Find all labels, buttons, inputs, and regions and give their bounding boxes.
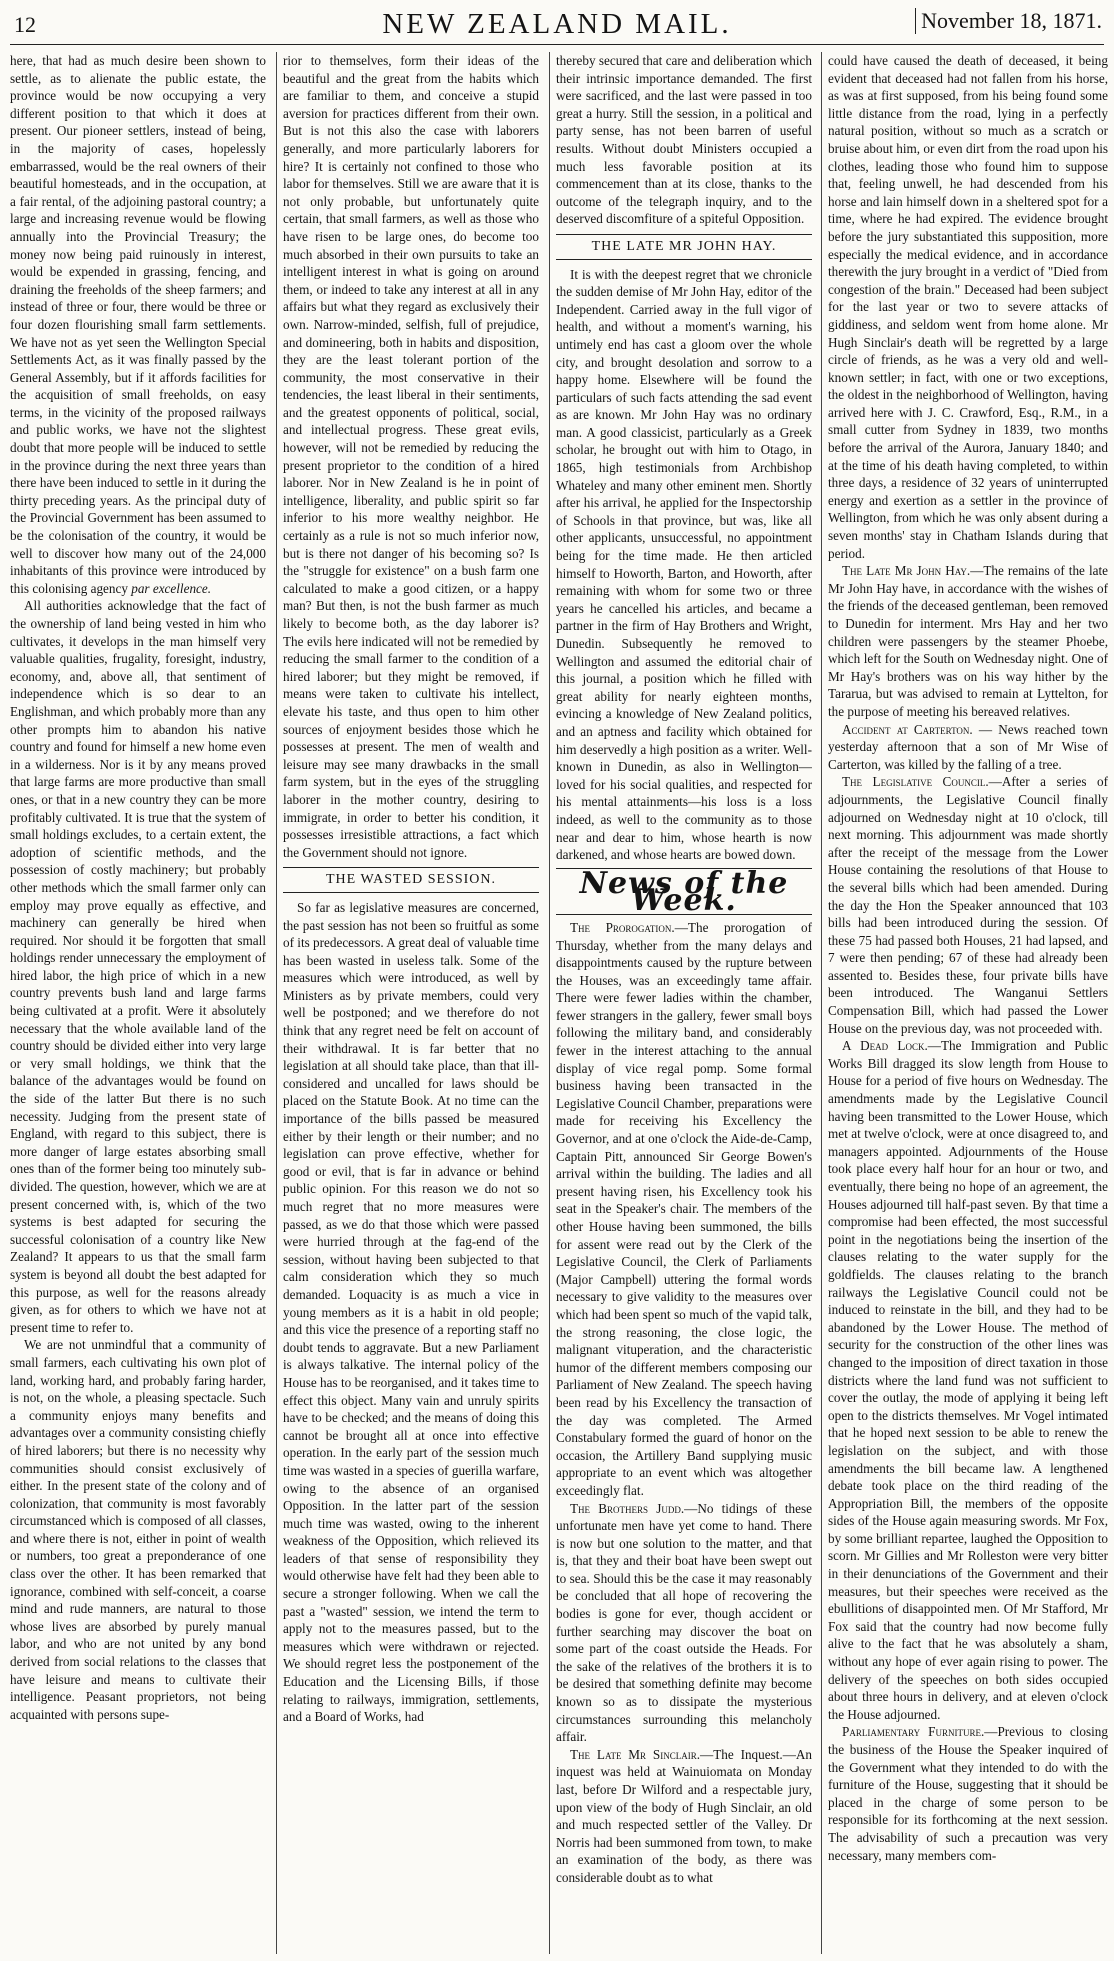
page-header	[0, 0, 1114, 46]
italic-phrase: par excellence.	[131, 580, 212, 596]
news-item-text: —No tidings of these unfortunate men have yet come to hand. There is now but one solution to the matter, and that is, that they and their boat have been swept out to sea. Should this be the case it may reasonably be concluded that all hope of recovering the bodies is gone for ever, though accident or further searching may discover the boat on some part of the coast outside the Heads. For the sake of the relatives of the brothers it is to be desired that something definite may become known so as to dissipate the mysterious circumstances surrounding this melancholy affair.	[556, 1500, 812, 1745]
news-item-lead: The Brothers Judd.	[570, 1500, 685, 1516]
news-item	[556, 1746, 812, 1887]
paragraph: All authorities acknowledge that the fact of the ownership of land being vested in him who cultivates, it develops in the man himself very valuable qualities, frugality, foresight, industry, economy, and, above all, that sentiment of independence which is so dear to an Englishman, and which probably more than any other prompts him to abandon his native country and found for himself a new home even in a wilderness. Nor is it by any means proved that large farms are more productive than small ones, or that in a new country they can be more profitably cultivated. It is true that the system of small holdings excludes, to a certain extent, the adoption of scientific methods, and the possession of costly machinery; but probably other methods which the small farmer only can employ may prove equally as effective, and machinery can generally be hired when required. Nor should it be forgotten that small holdings render unnecessary the employment of hired labor, the high price of which in a new country prevents bush land and large farms being cultivated at a profit. Were it absolutely necessary that the whole available land of the country should be divided either into very large or very small holdings, we think that the balance of the advantages would be found on the side of the latter But there is no such necessity. Judging from the present state of England, with regard to this subject, there is more danger of large estates absorbing small ones than of the former being too minutely sub-divided. The question, however, which we are at present concerned with, is, which of the two systems is best adapted for securing the successful colonisation of a country like New Zealand? It appears to us that the small farm system is beyond all doubt the best adapted for this purpose, as well for the reasons already given, as for others to which we have not at present time to refer to.	[10, 598, 266, 1335]
column-3	[556, 52, 812, 1954]
column-divider	[821, 52, 822, 1954]
header-rule	[10, 44, 1104, 45]
news-item-text: —The prorogation of Thursday, whether from the many delays and disappointments caused by the rupture between the Houses, was an exceedingly tame affair. There were fewer ladies within the chamber, fewer strangers in the gallery, fewer small boys following the military band, and considerably fewer in the interest attaching to the annual display of vice regal pomp. Some formal business having been transacted in the Legislative Council Chamber, preparations were made for receiving his Excellency the Governor, and at one o'clock the Aide-de-Camp, Captain Pitt, announced Sir George Bowen's arrival within the building. The ladies and all present having risen, his Excellency took his seat in the Speaker's chair. The members of the other House having been summoned, the bills for assent were read out by the Clerk of the Legislative Council, the Clerk of Parliaments (Major Campbell) uttering the formal words necessary to give validity to the measures over which had been spent so much of the vapid talk, the strong reasoning, the close logic, the malignant vituperation, and the characteristic humor of the different members composing our Parliament of New Zealand. The speech having been read by his Excellency the transaction of the day was completed. The Armed Constabulary formed the guard of honor on the occasion, the Artillery Band supplying music appropriate to an event which was altogether exceedingly flat.	[556, 919, 812, 1498]
news-item-lead: A Dead Lock.	[842, 1038, 928, 1054]
paragraph	[10, 52, 266, 597]
news-item	[828, 1723, 1108, 1864]
news-item	[828, 773, 1108, 1037]
article-heading: THE WASTED SESSION.	[283, 867, 539, 893]
news-item	[828, 1037, 1108, 1723]
issue-date: November 18, 1871.	[915, 8, 1102, 34]
paragraph: So far as legislative measures are concerned, the past session has not been so fruitful as some of its predecessors. A great deal of valuable time has been wasted in useless talk. Some of the measures which were introduced, as well by Ministers as by private members, could very well be postponed; and we therefore do not think that any regret need be felt on account of their withdrawal. It is far better that no legislation at all should take place, than that ill-considered and uncalled for laws should be placed on the Statute Book. At no time can the importance of the bills passed be measured either by their length or their number; and no legislation can prove effective, whether for good or evil, that is far in advance or behind public opinion. For this reason we do not so much regret that no more measures were passed, as we do that those which were passed were hurried through at the fag-end of the session, without having been subjected to that calm consideration which they so much demanded. Loquacity is as much a vice in young members as it is a habit in old people; and this vice the presence of a reporting staff no doubt tends to aggravate. But a new Parliament is always talkative. The internal policy of the House has to be reorganised, and it takes time to effect this object. Many vain and unruly spirits have to be checked; and the means of doing this cannot be brought all at once into effective operation. In the early part of the session much time was wasted in a species of guerilla warfare, owing to the absence of an organised Opposition. In the latter part of the session much time was wasted, owing to the inherent weakness of the Opposition, which relieved its leaders of that sense of responsibility they would otherwise have felt had they been able to secure a stronger following. When we call the past a "wasted" session, we intend the term to apply not to the measures passed, but to the measures which were withdrawn or rejected. We should regret less the postponement of the Education and the Licensing Bills, if those relating to railways, immigration, settlements, and a Board of Works, had	[283, 899, 539, 1725]
paragraph: thereby secured that care and deliberation which their intrinsic importance demanded. The first were sacrificed, and the last were passed in too great a hurry. Still the session, in a political and party sense, has not been barren of useful results. Without doubt Ministers occupied a much less favorable position at its commencement than at its close, thanks to the outcome of the telegraph inquiry, and to the deserved discomfiture of a spiteful Opposition.	[556, 53, 812, 227]
news-item-text: — News reached town yesterday afternoon that a son of Mr Wise of Carterton, was killed by the falling of a tree.	[828, 721, 1108, 772]
news-item-text: —Previous to closing the business of the House the Speaker inquired of the Government what they intended to do with the furniture of the House, suggesting that it should be placed in the charge of some person to be responsible for its forthcoming at the next session. The advisability of such a precaution was very necessary, many members com-	[828, 1724, 1108, 1863]
column-divider	[549, 52, 550, 1954]
news-item	[556, 1500, 812, 1746]
news-item	[828, 721, 1108, 774]
paragraph-text: here, that had as much desire been shown to settle, as to alienate the public estate, the province would be now occupying a very different position to that which it does at present. Our pioneer settlers, instead of being, in the majority of cases, hopelessly embarrassed, would be the real owners of their beautiful homesteads, and in the occupation, at a fair rental, of the adjoining pastoral country; a large and increasing revenue would be flowing annually into the Provincial Treasury; the money now being paid ruinously in interest, would be expended in grassing, fencing, and draining the freeholds of the sheep farmers; and instead of three or four, there would be three or four dozen flourishing small farm settlements. We have not as yet seen the Wellington Special Settlements Act, as it was finally passed by the General Assembly, but if it affords facilities for the acquisition of small freeholds, on easy terms, in the vicinity of the proposed railways and public works, we have not the slightest doubt that more people will be induced to settle in the province during the next three years than there have been induced to settle in it during the thirty preceding years. As the principal duty of the Provincial Government has been assumed to be the colonisation of the country, it would be well to discover how many out of the 24,000 inhabitants of this province were introduced by this colonising agency	[10, 53, 266, 596]
news-item-lead: The Late Mr John Hay.	[842, 563, 971, 579]
section-title: News of the Week.	[579, 865, 789, 919]
news-item-lead: The Prorogation.	[570, 919, 675, 935]
page-number: 12	[14, 12, 36, 37]
news-item-lead: Accident at Carterton.	[842, 721, 973, 737]
article-heading: THE LATE MR JOHN HAY.	[556, 234, 812, 260]
news-item-text: —The remains of the late Mr John Hay have, in accordance with the wishes of the friends of the deceased gentleman, been removed to Dunedin for interment. Mrs Hay and her two children were passengers by the steamer Phoebe, which left for the South on Wednesday night. One of Mr Hay's brothers was on his way hither by the Tararua, but was advised to remain at Lyttelton, for the purpose of meeting his bereaved relatives.	[828, 563, 1108, 719]
column-divider	[276, 52, 277, 1954]
paragraph: could have caused the death of deceased, it being evident that deceased had not fallen from his horse, as was at first supposed, from his being found some little distance from the road, lying in a perfectly natural position, without so much as a scratch or bruise about him, or even dirt from the road upon his clothes, leading those who found him to suppose that, feeling unwell, he had descended from his horse and lain himself down in a sheltered spot for a time, where he had expired. The evidence brought before the jury substantiated this supposition, more especially the medical evidence, and in accordance therewith the jury brought in a verdict of "Died from congestion of the brain." Deceased had been subject for the last year or two to severe attacks of giddiness, and seldom went from home alone. Mr Hugh Sinclair's death will be regretted by a large circle of friends, as he was a very old and well-known settler; in fact, with one or two exceptions, the oldest in the neighborhood of Wellington, having arrived here with J. C. Crawford, Esq., R.M., in a small cutter from Sydney in 1839, two months before the arrival of the Aurora, January 1840; and at the time of his death having completed, to within three days, a residence of 32 years of uninterrupted energy and exertion as a settler in the province of Wellington, from which he was only absent during a seven months' stay in Chatham Islands during that period.	[828, 53, 1108, 561]
news-item-text: —The Inquest.—An inquest was held at Wainuiomata on Monday last, before Dr Wilford and a respectable jury, upon view of the body of Hugh Sinclair, an old and much respected settler of the Valley. Dr Norris had been summoned from town, to make an examination of the body, as there was considerable doubt as to what	[556, 1746, 812, 1885]
paragraph: rior to themselves, form their ideas of the beautiful and the great from the habits which are familiar to them, and conceive a stupid aversion for practices different from their own. But is not this also the case with laborers generally, and more particularly laborers for hire? It is certainly not confined to those who labor for themselves. Still we are aware that it is not only probable, but unfortunately quite certain, that small farmers, as well as those who have risen to be large ones, do become too much absorbed in their own pursuits to take an intelligent interest in what is going on around them, or indeed to take any interest at all in any affairs but what they regard as exclusively their own. Narrow-minded, selfish, full of prejudice, and domineering, both in habits and disposition, they are the least tolerant portion of the community, the most conservative in their tendencies, the least liberal in their sentiments, and the greatest opponents of political, social, and intellectual progress. These great evils, however, will not be remedied by reducing the present proprietor to the condition of a hired laborer. Nor in New Zealand is he in point of intelligence, liberality, and public spirit so far inferior to his more wealthy neighbor. He certainly as a rule is not so much inferior now, but is there not danger of his becoming so? Is the "struggle for existence" on a bush farm one calculated to make a good citizen, or a happy man? But then, is not the bush farmer as much likely to become both, as the day laborer is? The evils here indicated will not be remedied by reducing the small farmer to the condition of a hired laborer; but they might be removed, if means were taken to cultivate his intellect, elevate his taste, and thus open to him other sources of enjoyment besides those which he possesses at present. The men of wealth and leisure may see many drawbacks in the small farm system, but in the eyes of the struggling laborer in the mother country, desiring to immigrate, in order to better his condition, it possesses irresistible attractions, a fact which the Government should not ignore.	[283, 53, 539, 860]
news-item-lead: The Legislative Council.	[842, 774, 989, 790]
news-item	[556, 919, 812, 1500]
news-item-text: —The Immigration and Public Works Bill dragged its slow length from House to House for a period of five hours on Wednesday. The amendments made by the Legislative Council having been transmitted to the Lower House, which met at twelve o'clock, were at once disagreed to, and managers appointed. Adjournments of the House took place every half hour for an hour or two, and eventually, there being no hope of an agreement, the Houses adjourned till half-past seven. By that time a compromise had been effected, the most successful point in the negotiations being the insertion of the clauses relating to the water supply for the goldfields. The clauses relating to the branch railways the Legislative Council could not be induced to reinstate in the bill, and they had to be abandoned by the Lower House. The method of security for the construction of the other lines was changed to the imposition of direct taxation in those districts where the land fund was not sufficient to cover the outlay, the mode of applying it being left open to the districts themselves. Mr Vogel intimated that he hoped next session to be able to renew the legislation on the subject, and with those amendments the bill became law. A lengthened debate took place on the third reading of the Appropriation Bill, the members of the opposite sides of the House again measuring swords. Mr Fox, by some brilliant repartee, laughed the Opposition to scorn. Mr Gillies and Mr Rolleston were very bitter in their denunciations of the Government and their measures, but their speeches were received as the ebullitions of disappointed men. Of Mr Stafford, Mr Fox said that the country had now become fully alive to the fact that he was absolutely a sham, without any hope of ever again rising to power. The delivery of the speeches on both sides occupied about three hours in delivery, and at eleven o'clock the House adjourned.	[828, 1038, 1108, 1722]
news-item	[828, 562, 1108, 720]
news-item-lead: The Late Mr Sinclair.	[570, 1746, 701, 1762]
column-4	[828, 52, 1108, 1954]
paragraph: It is with the deepest regret that we chronicle the sudden demise of Mr John Hay, editor of the Independent. Carried away in the full vigor of health, and without a moment's warning, his untimely end has cast a gloom over the whole city, and brought desolation and sorrow to a happy home. Elsewhere will be found the particulars of such facts attending the sad event as are known. Mr John Hay was no ordinary man. A good classicist, particularly as a Greek scholar, he brought out with him to Otago, in 1865, high testimonials from Archbishop Whateley and many other eminent men. Shortly after his arrival, he applied for the Inspectorship of Schools in that province, but was, like all other applicants, unsuccessful, no appointment being for the time made. He then articled himself to Howorth, Barton, and Howorth, after remaining with whom for some two or three years he cancelled his articles, and became a partner in the firm of Hay Brothers and Wright, Dunedin. Subsequently he removed to Wellington and assumed the editorial chair of this journal, a position which he filled with great ability for nearly eighteen months, evincing a knowledge of New Zealand politics, and an aptness and facility which obtained for him deservedly a high position as a writer. Well-known in Dunedin, as also in Wellington—loved for his social qualities, and respected for his mental attainments—his loss is a loss indeed, as well to the community as to those near and dear to him, whose hearth is now darkened, and whose hearts are bowed down.	[556, 266, 812, 863]
column-1	[10, 52, 266, 1954]
column-2	[283, 52, 539, 1954]
news-item-lead: Parliamentary Furniture.	[842, 1724, 985, 1740]
paragraph: We are not unmindful that a community of small farmers, each cultivating his own plot of land, working hard, and probably faring harder, is not, on the whole, a pleasing spectacle. Such a community enjoys many benefits and advantages over a community consisting chiefly of hired laborers; but there is no necessity why communities should consist exclusively of either. In the present state of the colony and of colonization, that community is most favorably circumstanced which is composed of all classes, and where there is not, either in point of wealth or numbers, too great a preponderance of one class over the other. It has been remarked that ignorance, combined with self-conceit, a coarse mind and rude manners, are natural to those whose lives are absorbed by purely manual labor, and who are not united by any bond derived from social relations to the classes that have leisure and means to cultivate their intelligence. Peasant proprietors, not being acquainted with persons supe-	[10, 1337, 266, 1722]
news-item-text: —After a series of adjournments, the Legislative Council finally adjourned on Wednesday night at 10 o'clock, till next morning. This adjournment was made shortly after the receipt of the message from the Lower House containing the resolutions of that House to the several bills which had been amended. During the day the Hon the Speaker announced that 103 bills had been introduced during the session. Of these 75 had passed both Houses, 21 had lapsed, and 7 were then pending; 67 of these had already been assented to. Besides these, four private bills have been introduced. The Wanganui Settlers Compensation Bill, which had passed the Lower House on the previous day, was not proceeded with.	[828, 774, 1108, 1036]
masthead: NEW ZEALAND MAIL.	[382, 8, 732, 40]
